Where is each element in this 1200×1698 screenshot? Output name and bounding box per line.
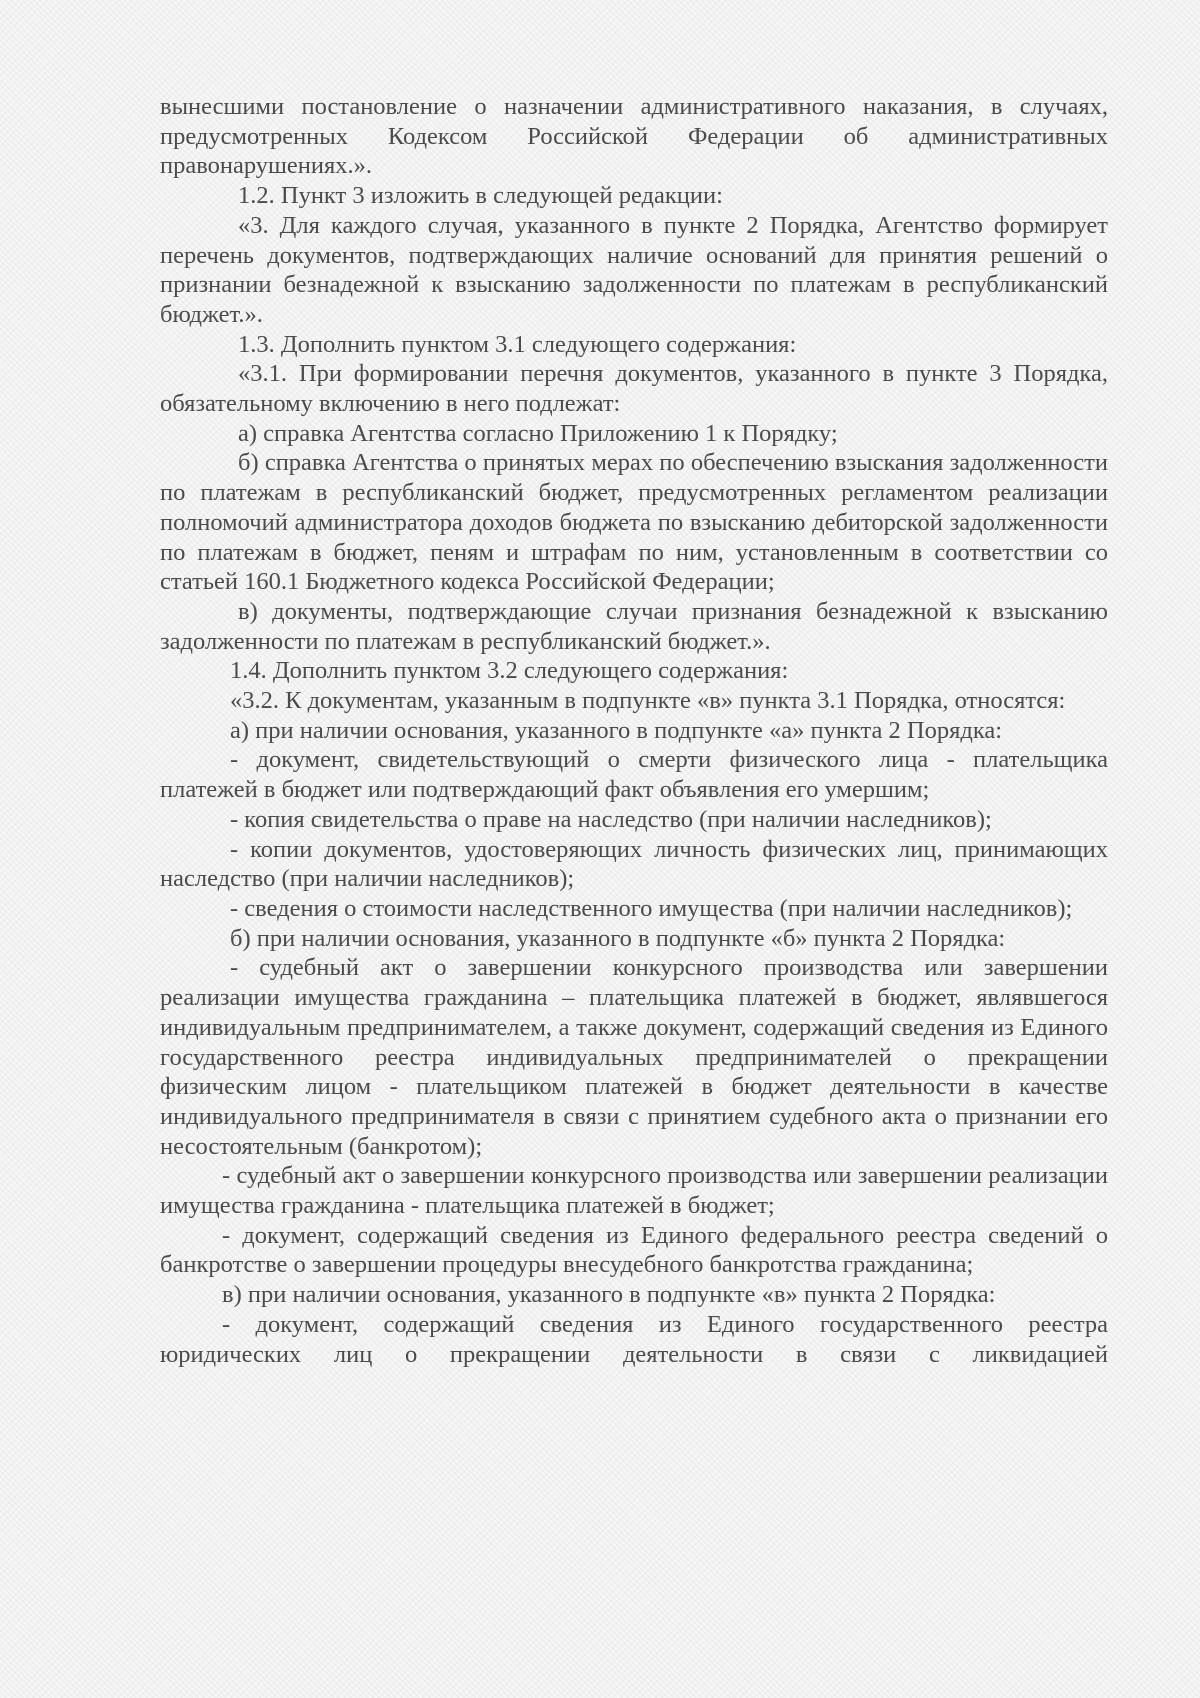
paragraph: 1.2. Пункт 3 изложить в следующей редакции: (238, 182, 723, 210)
paragraph: - документ, содержащий сведения из Единого федерального реестра сведений о банкротстве о завершении процедуры внесудебного банкротства гражданина; (160, 1221, 1108, 1279)
paragraph: б) при наличии основания, указанного в подпункте «б» пункта 2 Порядка: (230, 924, 1006, 952)
paragraph: «3.2. К документам, указанным в подпункте «в» пункта 3.1 Порядка, относятся: (230, 687, 1066, 715)
paragraph: - копия свидетельства о праве на наследство (при наличии наследников); (230, 805, 992, 833)
paragraph: - судебный акт о завершении конкурсного производства или завершении реализации имущества гражданина – плательщика платежей в бюджет, являвшегося индивидуальным предпринимателем, а также документ, содержащий сведения из Единого государственного реестра индивидуальных предпринимателей о прекращении физическим лицом - плательщиком платежей в бюджет деятельности в качестве индивидуального предпринимателя в связи с принятием судебного акта о признании его несостоятельным (банкротом); (160, 954, 1108, 1160)
paragraph: «3. Для каждого случая, указанного в пункте 2 Порядка, Агентство формирует перечень документов, подтверждающих наличие оснований для принятия решений о признании безнадежной к взысканию задолженности по платежам в республиканский бюджет.». (160, 211, 1108, 328)
paragraph: а) при наличии основания, указанного в подпункте «а» пункта 2 Порядка: (230, 716, 1003, 744)
paragraph: вынесшими постановление о назначении административного наказания, в случаях, предусмотренных Кодексом Российской Федерации об административных правонарушениях.». (160, 93, 1108, 180)
paragraph: 1.4. Дополнить пунктом 3.2 следующего содержания: (230, 657, 789, 685)
paragraph: - документ, свидетельствующий о смерти физического лица - плательщика платежей в бюджет или подтверждающий факт объявления его умершим; (160, 746, 1108, 804)
paragraph: - документ, содержащий сведения из Единого государственного реестра юридических лиц о прекращении деятельности в связи с ликвидацией (160, 1310, 1108, 1368)
paragraph: «3.1. При формировании перечня документов, указанного в пункте 3 Порядка, обязательному включению в него подлежат: (160, 360, 1108, 418)
document-body (160, 92, 1108, 1369)
paragraph: - сведения о стоимости наследственного имущества (при наличии наследников); (230, 894, 1073, 922)
paragraph: а) справка Агентства согласно Приложению 1 к Порядку; (238, 419, 838, 447)
paragraph: - судебный акт о завершении конкурсного производства или завершении реализации имущества гражданина - плательщика платежей в бюджет; (160, 1162, 1108, 1220)
paragraph: в) документы, подтверждающие случаи признания безнадежной к взысканию задолженности по платежам в республиканский бюджет.». (160, 597, 1108, 655)
paragraph: 1.3. Дополнить пунктом 3.1 следующего содержания: (238, 330, 797, 358)
paragraph: б) справка Агентства о принятых мерах по обеспечению взыскания задолженности по платежам в республиканский бюджет, предусмотренных регламентом реализации полномочий администратора доходов бюджета по взысканию дебиторской задолженности по платежам в бюджет, пеням и штрафам по ним, установленным в соответствии со статьей 160.1 Бюджетного кодекса Российской Федерации; (160, 449, 1108, 596)
paragraph: - копии документов, удостоверяющих личность физических лиц, принимающих наследство (при наличии наследников); (160, 835, 1108, 893)
paragraph: в) при наличии основания, указанного в подпункте «в» пункта 2 Порядка: (222, 1281, 996, 1309)
